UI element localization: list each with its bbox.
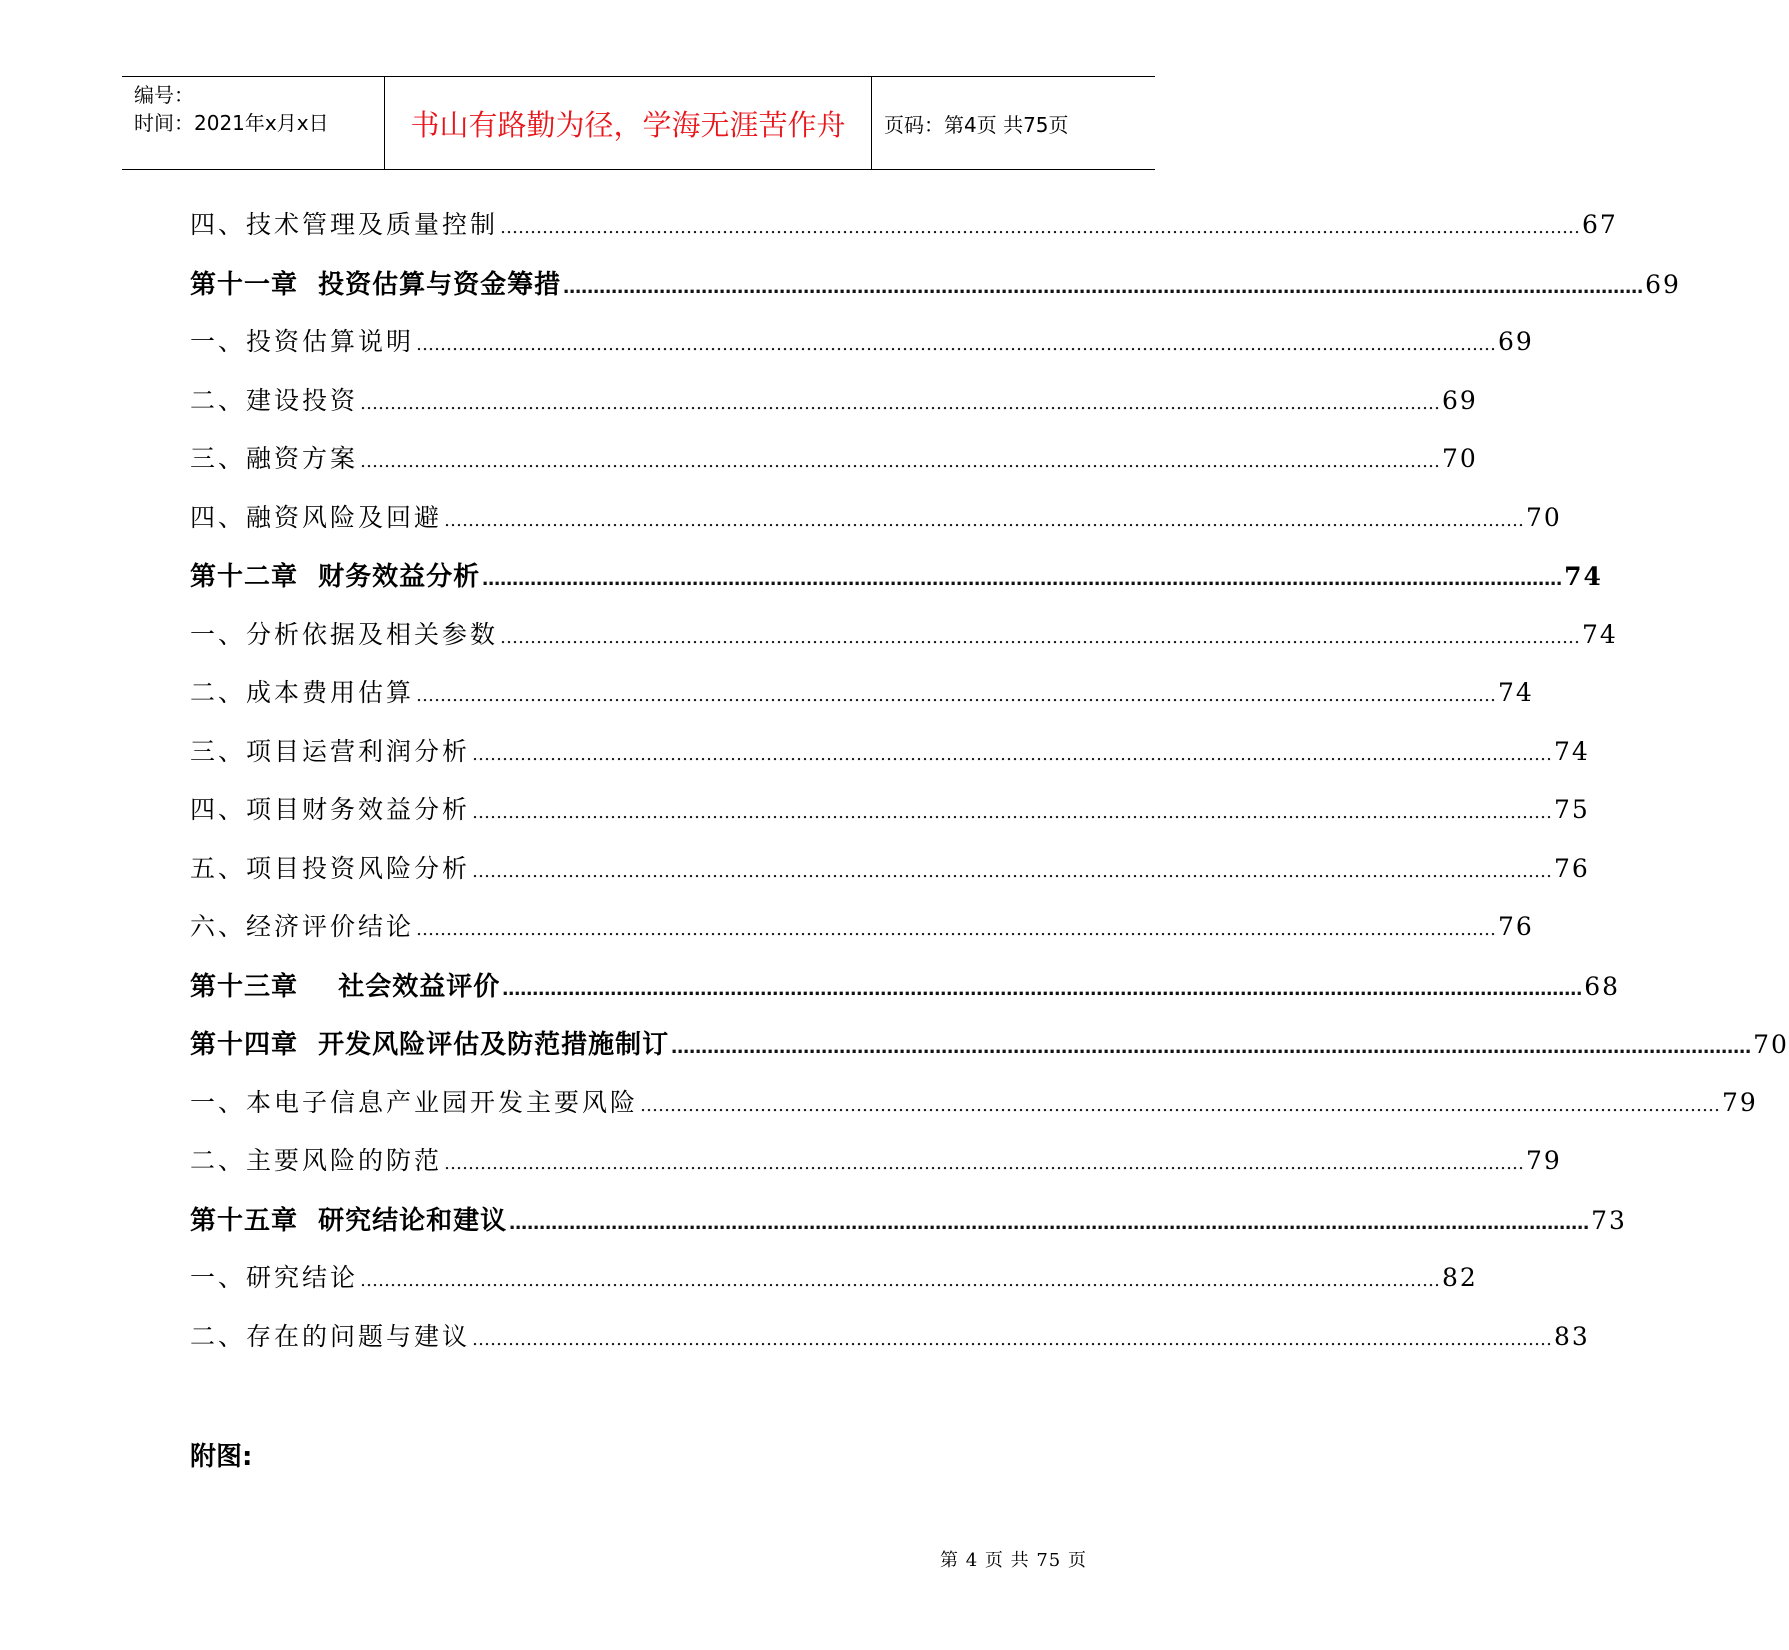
toc-leader-dots: ……………………………………………………………………………………………………………………………………………………………… (472, 1328, 1553, 1350)
toc-leader-dots: ……………………………………………………………………………………………………………………………………………………………… (360, 451, 1441, 472)
toc-section-entry[interactable] (190, 439, 1478, 498)
toc-entry-label: 第十四章 开发风险评估及防范措施制订 (190, 1030, 670, 1060)
toc-section-entry[interactable] (190, 849, 1590, 908)
toc-entry-label: 二、成本费用估算 (190, 678, 415, 707)
toc-entry-label: 二、主要风险的防范 (190, 1146, 443, 1175)
toc-section-entry[interactable] (190, 381, 1478, 440)
toc-chapter-entry[interactable] (190, 556, 1603, 615)
toc-leader-dots: ……………………………………………………………………………………………………………………………………………………………… (472, 860, 1553, 882)
toc-entry-label: 四、技术管理及质量控制 (190, 210, 499, 239)
toc-section-entry[interactable] (190, 673, 1534, 732)
toc-page-number: 70 (1526, 502, 1562, 532)
toc-section-entry[interactable] (190, 1083, 1758, 1142)
toc-entry-label: 一、研究结论 (190, 1263, 359, 1292)
toc-page-number: 69 (1442, 385, 1478, 415)
toc-section-entry[interactable] (190, 1141, 1562, 1200)
toc-section-entry[interactable] (190, 732, 1590, 791)
table-of-contents (190, 205, 1789, 1375)
time-label: 时间：2021年x月x日 (134, 111, 329, 135)
toc-entry-label: 第十五章 研究结论和建议 (190, 1205, 508, 1236)
toc-section-entry[interactable] (190, 498, 1562, 557)
toc-leader-dots: ……………………………………………………………………………………………………………………………………………………………… (500, 626, 1581, 648)
toc-entry-label: 一、投资估算说明 (190, 327, 415, 356)
toc-page-number: 74 (1564, 562, 1603, 591)
toc-leader-dots: ……………………………………………………………………………………………………………………………………………………………… (416, 685, 1497, 706)
toc-page-number: 79 (1526, 1146, 1562, 1175)
toc-leader-dots: ……………………………………………………………………………………………………………………………………………………………… (444, 1153, 1525, 1174)
toc-chapter-entry[interactable] (190, 1200, 1627, 1259)
toc-section-entry[interactable] (190, 322, 1534, 381)
toc-chapter-entry[interactable] (190, 264, 1681, 323)
toc-page-number: 82 (1442, 1263, 1478, 1292)
toc-page-number: 79 (1722, 1087, 1758, 1117)
toc-entry-label: 六、经济评价结论 (190, 912, 415, 941)
toc-entry-label: 第十一章 投资估算与资金筹措 (190, 269, 562, 300)
toc-leader-dots: ……………………………………………………………………………………………………………………………………………………………… (444, 509, 1525, 531)
toc-section-entry[interactable] (190, 790, 1590, 849)
toc-entry-label: 三、融资方案 (190, 444, 359, 473)
toc-leader-dots: ……………………………………………………………………………………………………………………………………………………………… (671, 1037, 1752, 1058)
toc-page-number: 67 (1582, 210, 1618, 239)
toc-entry-label: 一、本电子信息产业园开发主要风险 (190, 1087, 639, 1117)
toc-page-number: 73 (1591, 1205, 1627, 1235)
toc-entry-label: 二、存在的问题与建议 (190, 1321, 471, 1351)
toc-page-number: 74 (1498, 678, 1534, 707)
toc-page-number: 70 (1753, 1030, 1789, 1059)
toc-entry-label: 五、项目投资风险分析 (190, 853, 471, 883)
toc-section-entry[interactable] (190, 907, 1534, 966)
toc-leader-dots: ……………………………………………………………………………………………………………………………………………………………… (482, 569, 1563, 590)
toc-leader-dots: ……………………………………………………………………………………………………………………………………………………………… (502, 978, 1583, 1000)
toc-leader-dots: ……………………………………………………………………………………………………………………………………………………………… (563, 276, 1644, 298)
header-page-info: 页码：第4页 共75页 (884, 112, 1069, 137)
toc-page-number: 76 (1498, 912, 1534, 941)
toc-leader-dots: ……………………………………………………………………………………………………………………………………………………………… (500, 217, 1581, 238)
toc-leader-dots: ……………………………………………………………………………………………………………………………………………………………… (360, 392, 1441, 414)
toc-leader-dots: ……………………………………………………………………………………………………………………………………………………………… (509, 1212, 1590, 1234)
toc-entry-label: 三、项目运营利润分析 (190, 736, 471, 766)
toc-leader-dots: ……………………………………………………………………………………………………………………………………………………………… (472, 743, 1553, 765)
toc-entry-label: 第十三章 社会效益评价 (190, 971, 501, 1002)
toc-section-entry[interactable] (190, 1258, 1478, 1317)
number-label: 编号： (134, 83, 194, 107)
toc-section-entry[interactable] (190, 205, 1618, 264)
header-motto: 书山有路勤为径，学海无涯苦作舟 (385, 77, 872, 169)
toc-page-number: 83 (1554, 1321, 1590, 1351)
page-footer: 第 4 页 共 75 页 (940, 1550, 1087, 1571)
toc-leader-dots: ……………………………………………………………………………………………………………………………………………………………… (416, 334, 1497, 355)
toc-section-entry[interactable] (190, 615, 1618, 674)
toc-page-number: 74 (1554, 736, 1590, 766)
toc-page-number: 74 (1582, 619, 1618, 649)
toc-leader-dots: ……………………………………………………………………………………………………………………………………………………………… (360, 1270, 1441, 1291)
toc-leader-dots: ……………………………………………………………………………………………………………………………………………………………… (472, 802, 1553, 823)
toc-entry-label: 一、分析依据及相关参数 (190, 619, 499, 649)
toc-entry-label: 二、建设投资 (190, 385, 359, 415)
toc-page-number: 70 (1442, 444, 1478, 473)
toc-entry-label: 四、项目财务效益分析 (190, 795, 471, 824)
appendix-label: 附图: (190, 1442, 253, 1472)
toc-chapter-entry[interactable] (190, 1024, 1789, 1083)
toc-entry-label: 第十二章 财务效益分析 (190, 562, 481, 592)
toc-leader-dots: ……………………………………………………………………………………………………………………………………………………………… (640, 1094, 1721, 1116)
toc-leader-dots: ……………………………………………………………………………………………………………………………………………………………… (416, 919, 1497, 940)
toc-page-number: 76 (1554, 853, 1590, 883)
toc-chapter-entry[interactable] (190, 966, 1621, 1025)
toc-page-number: 68 (1584, 971, 1621, 1001)
toc-entry-label: 四、融资风险及回避 (190, 502, 443, 532)
toc-section-entry[interactable] (190, 1317, 1590, 1376)
header-meta (122, 77, 385, 169)
toc-page-number: 69 (1645, 269, 1681, 299)
toc-page-number: 69 (1498, 327, 1534, 356)
page-header (122, 76, 1155, 170)
toc-page-number: 75 (1554, 795, 1590, 824)
